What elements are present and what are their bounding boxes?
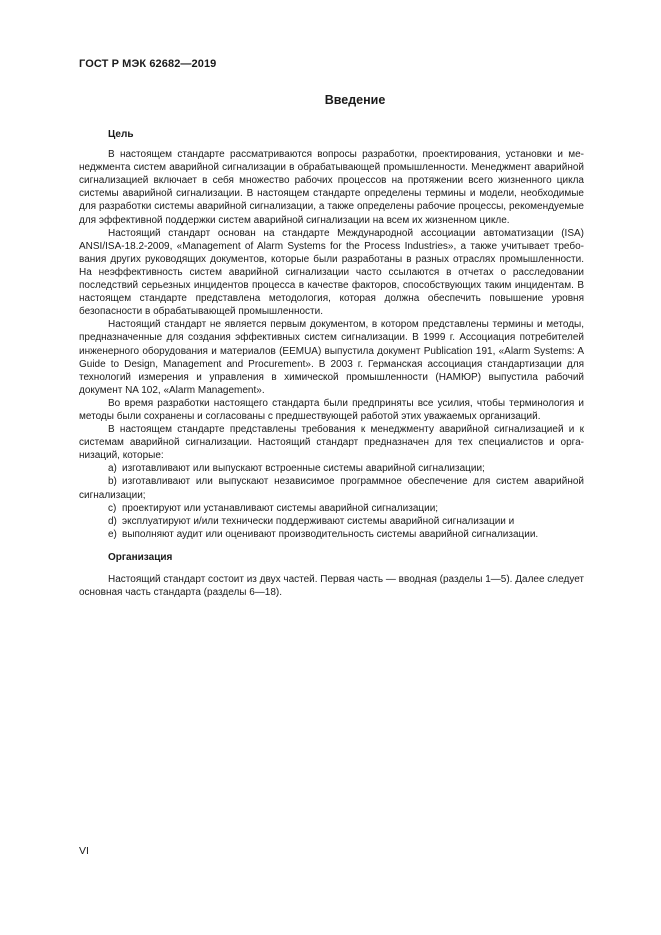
goal-paragraph-4: Во время разработки настоящего стандарта были предприняты все усилия, чтобы терминология и методы были сохранены и согласованы с предшествующей работой этих уважаемых организаций. (79, 397, 584, 422)
list-item-text: изготавливают или выпускают независимое программное обеспечение для систем аварийной сигнализации; (79, 476, 584, 501)
list-item (79, 462, 584, 475)
document-header: ГОСТ Р МЭК 62682—2019 (79, 58, 217, 70)
list-marker: e) (108, 528, 117, 540)
list-item (79, 515, 584, 528)
goal-paragraph-1: В настоящем стандарте рассматриваются вопросы разработки, проектирования, установки и менеджмента систем аварийной сигнализации в обрабатывающей промышленности. Менеджмент аварийной сигнализацией включает в себя множество рабочих процессов на протяжении всего жизненного цикла системы аварийной сигнализации. В настоящем стандарте определены термины и модели, необходимые для разработки системы аварийной сигнализации, а также определены рабочие процессы, рекомендуемые для эффективной поддержки систем аварийной сигнализации на всем их жизненном цикле. (79, 149, 584, 226)
organization-heading: Организация (108, 551, 173, 563)
list-item-text: выполняют аудит или оценивают производительность системы аварийной сигнализации. (122, 528, 539, 540)
list-marker: c) (108, 502, 117, 514)
goal-paragraph-2: Настоящий стандарт основан на стандарте Международной ассоциации автоматизации (ISA) ANSI/ISA-18.2-2009, «Management of Alarm Systems for the Process Industries», а также учитывает требования других руководящих документов, которые были разработаны в разных отраслях промышленности. На неэффективность систем аварийной сигнализации часто ссылаются в отчетах о расследовании последствий серьезных инцидентов процесса в качестве факторов, способствующих таким инцидентам. В настоящем стандарте представлена методология, которая должна обеспечить повышение уровня безопасности в обрабатывающей промышленности. (79, 227, 584, 318)
list-item-text: изготавливают или выпускают встроенные системы аварийной сигнализации; (122, 463, 485, 475)
goal-paragraph-5: В настоящем стандарте представлены требования к менеджменту аварийной сигнализацией и к системам аварийной сигнализации. Настоящий стандарт предназначен для тех специалистов и организаций, которые: (79, 424, 584, 462)
list-item-text: проектируют или устанавливают системы аварийной сигнализации; (122, 502, 439, 514)
goal-paragraph-3: Настоящий стандарт не является первым документом, в котором представлены термины и методы, предназначенные для создания эффективных систем сигнализации. В 1999 г. Ассоциация потребителей инженерного оборудования и материалов (EEMUA) выпустила документ Publication 191, «Alarm Systems: A Guide to Design, Management and Procurement». В 2003 г. Германская ассоциация стандартизации для технологий измерения и управления в химической промышленности (НАМЮР) выпустила рабочий документ NA 102, «Alarm Management». (79, 319, 584, 396)
list-item-text: эксплуатируют и/или технически поддерживают системы аварийной сигнализации и (122, 515, 515, 527)
list-item (79, 528, 584, 541)
list-marker: a) (108, 463, 117, 475)
page-number: VI (79, 845, 89, 857)
list-marker: b) (108, 476, 117, 488)
document-body (79, 125, 584, 599)
list-item (79, 502, 584, 515)
goal-heading: Цель (108, 129, 134, 140)
section-title: Введение (324, 93, 386, 107)
organization-paragraph-1: Настоящий стандарт состоит из двух частей. Первая часть — вводная (разделы 1—5). Далее следует основная часть стандарта (разделы 6—18). (79, 574, 585, 599)
list-marker: d) (108, 515, 117, 527)
list-item (79, 475, 584, 501)
